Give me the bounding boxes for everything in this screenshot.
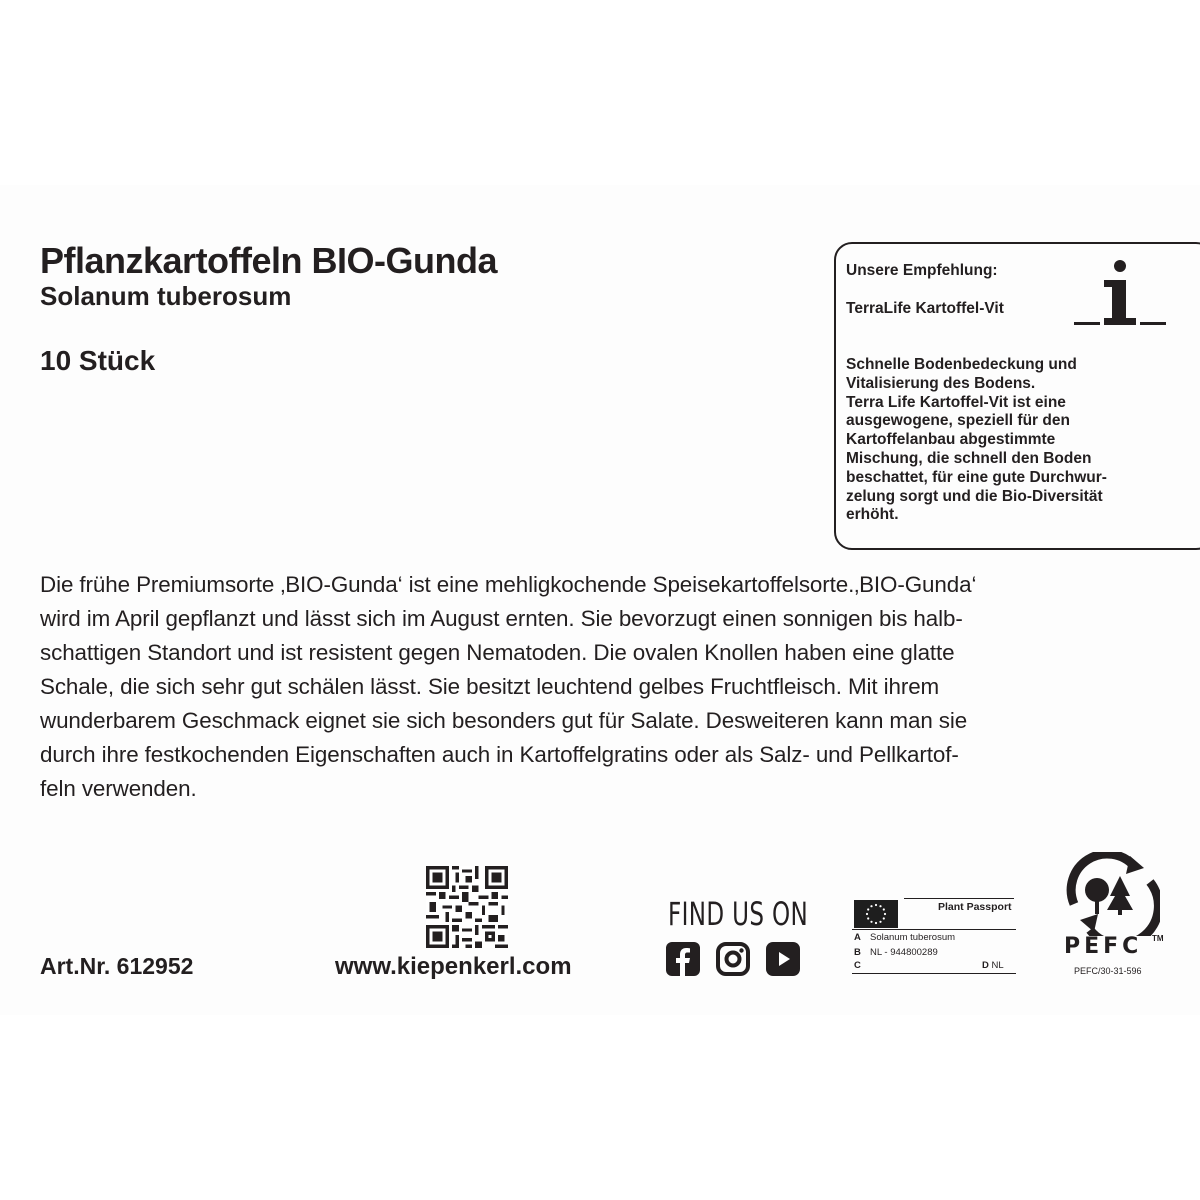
recommendation-line: erhöht.: [846, 506, 899, 524]
passport-key: C: [854, 960, 861, 971]
recommendation-line: Kartoffelanbau abgestimmte: [846, 431, 1056, 449]
product-title: Pflanzkartoffeln BIO-Gunda: [40, 240, 498, 281]
pefc-name: PEFC: [1064, 934, 1143, 959]
info-icon: [1072, 258, 1168, 330]
description-line: wunderbarem Geschmack eignet sie sich besonders gut für Salate. Desweiteren kann man sie: [40, 708, 968, 733]
website-link[interactable]: www.kiepenkerl.com: [335, 953, 572, 980]
pefc-logo-icon: [1064, 852, 1160, 936]
description-line: durch ihre festkochenden Eigenschaften auch in Kartoffelgratins oder als Salz- und Pellkartof-: [40, 742, 959, 767]
description-line: schattigen Standort und ist resistent gegen Nematoden. Die ovalen Knollen haben eine glatte: [40, 640, 955, 665]
article-number: Art.Nr. 612952: [40, 953, 194, 979]
eu-flag-icon: [854, 900, 898, 928]
youtube-icon[interactable]: [766, 942, 800, 976]
recommendation-line: Vitalisierung des Bodens.: [846, 374, 1036, 392]
passport-row-b: [854, 947, 938, 958]
passport-value: NL: [991, 960, 1004, 971]
latin-name: Solanum tuberosum: [40, 281, 292, 311]
passport-value: Solanum tuberosum: [870, 932, 956, 943]
description-line: feln verwenden.: [40, 776, 197, 801]
facebook-icon[interactable]: [666, 942, 700, 976]
recommendation-line: Terra Life Kartoffel-Vit ist eine: [846, 393, 1066, 411]
recommendation-line: zelung sorgt und die Bio-Diversität: [846, 487, 1103, 505]
passport-key: B: [854, 947, 861, 958]
recommendation-line: ausgewogene, speziell für den: [846, 412, 1070, 430]
passport-divider: [852, 973, 1016, 974]
instagram-icon[interactable]: [716, 942, 750, 976]
passport-key: D: [982, 960, 989, 971]
passport-title: Plant Passport: [938, 901, 1012, 913]
recommendation-line: Schnelle Bodenbedeckung und: [846, 356, 1077, 373]
recommendation-product: TerraLife Kartoffel-Vit: [846, 300, 1004, 317]
passport-key: A: [854, 932, 861, 943]
quantity: 10 Stück: [40, 345, 156, 376]
recommendation-label: Unsere Empfehlung:: [846, 262, 998, 279]
product-description: [40, 568, 1200, 806]
passport-divider: [904, 898, 1014, 899]
passport-divider: [852, 929, 1016, 930]
plant-passport: [852, 898, 1016, 978]
description-line: Schale, die sich sehr gut schälen lässt. Sie besitzt leuchtend gelbes Fruchtfleisch. Mit ihrem: [40, 674, 940, 699]
description-line: wird im April gepflanzt und lässt sich im August ernten. Sie bevorzugt einen sonnigen bis halb-: [40, 606, 963, 631]
passport-row-c: [854, 960, 870, 971]
pefc-trademark: TM: [1152, 934, 1164, 943]
description-line: Die frühe Premiumsorte ‚BIO-Gunda‘ ist eine mehligkochende Speisekartoffelsorte.‚BIO-Gunda‘: [40, 572, 977, 597]
passport-row-a: [854, 932, 955, 943]
passport-row-d: [982, 960, 1004, 971]
recommendation-text: [846, 356, 1156, 525]
qr-code-icon[interactable]: [426, 866, 508, 948]
recommendation-line: Mischung, die schnell den Boden: [846, 449, 1092, 467]
pefc-code: PEFC/30-31-596: [1074, 966, 1142, 976]
recommendation-line: beschattet, für eine gute Durchwur-: [846, 468, 1107, 486]
recommendation-box: [834, 242, 1200, 550]
passport-value: NL - 944800289: [870, 947, 938, 958]
find-us-label: FIND US ON: [668, 895, 809, 933]
